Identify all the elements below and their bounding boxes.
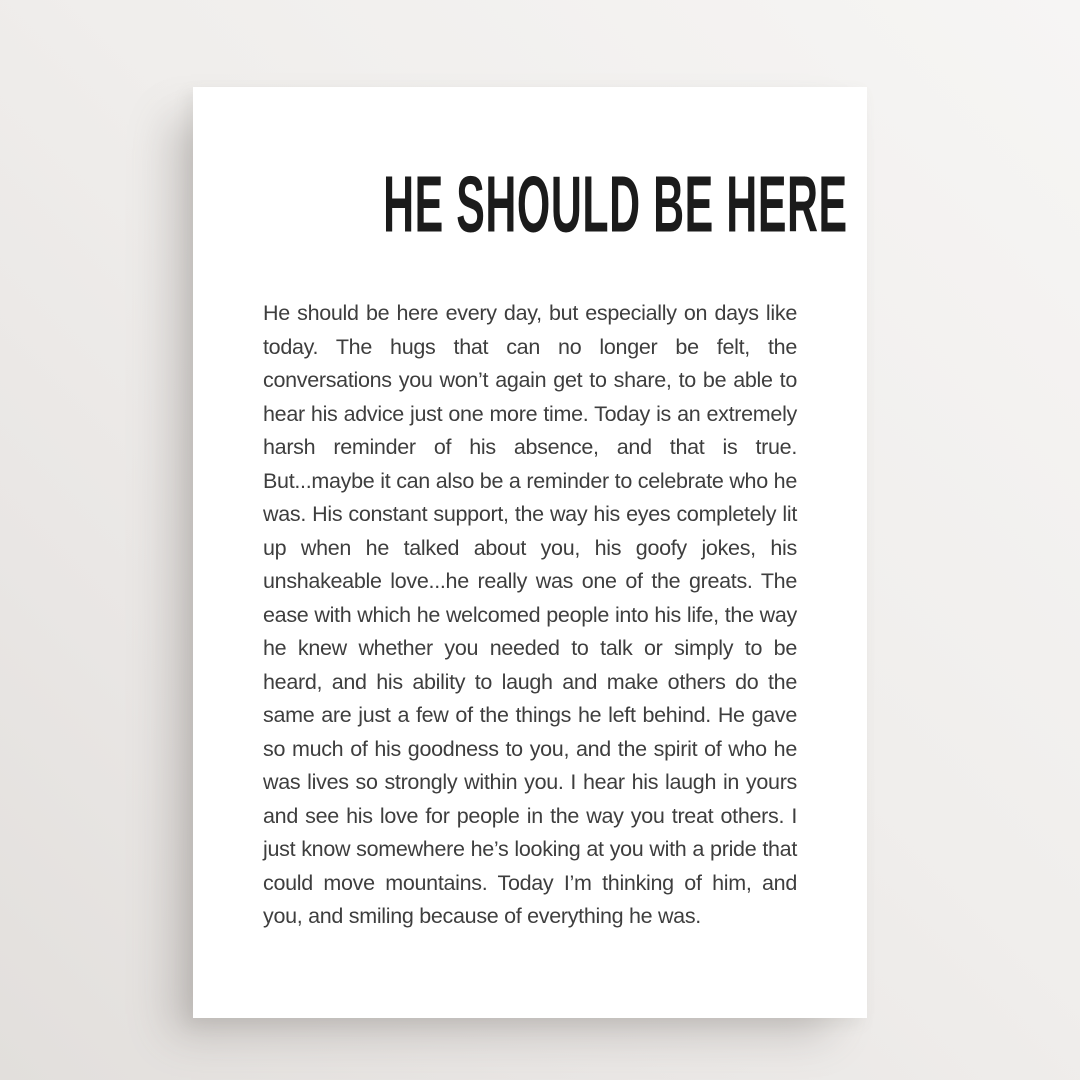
poster-card bbox=[193, 87, 867, 1018]
poster-title-text: HE SHOULD BE HERE bbox=[383, 159, 848, 249]
poster-body: He should be here every day, but especially on days like today. The hugs that can no longer be felt, the conversations you won’t again get to share, to be able to hear his advice just one more time. Today is an extremely harsh reminder of his absence, and that is true. But...maybe it can also be a reminder to celebrate who he was. His constant support, the way his eyes completely lit up when he talked about you, his goofy jokes, his unshakeable love...he really was one of the greats. The ease with which he welcomed people into his life, the way he knew whether you needed to talk or simply to be heard, and his ability to laugh and make others do the same are just a few of the things he left behind. He gave so much of his goodness to you, and the spirit of who he was lives so strongly within you. I hear his laugh in yours and see his love for people in the way you treat others. I just know somewhere he’s looking at you with a pride that could move mountains. Today I’m thinking of him, and you, and smiling because of everything he was. bbox=[263, 301, 797, 928]
poster-title bbox=[193, 159, 867, 249]
